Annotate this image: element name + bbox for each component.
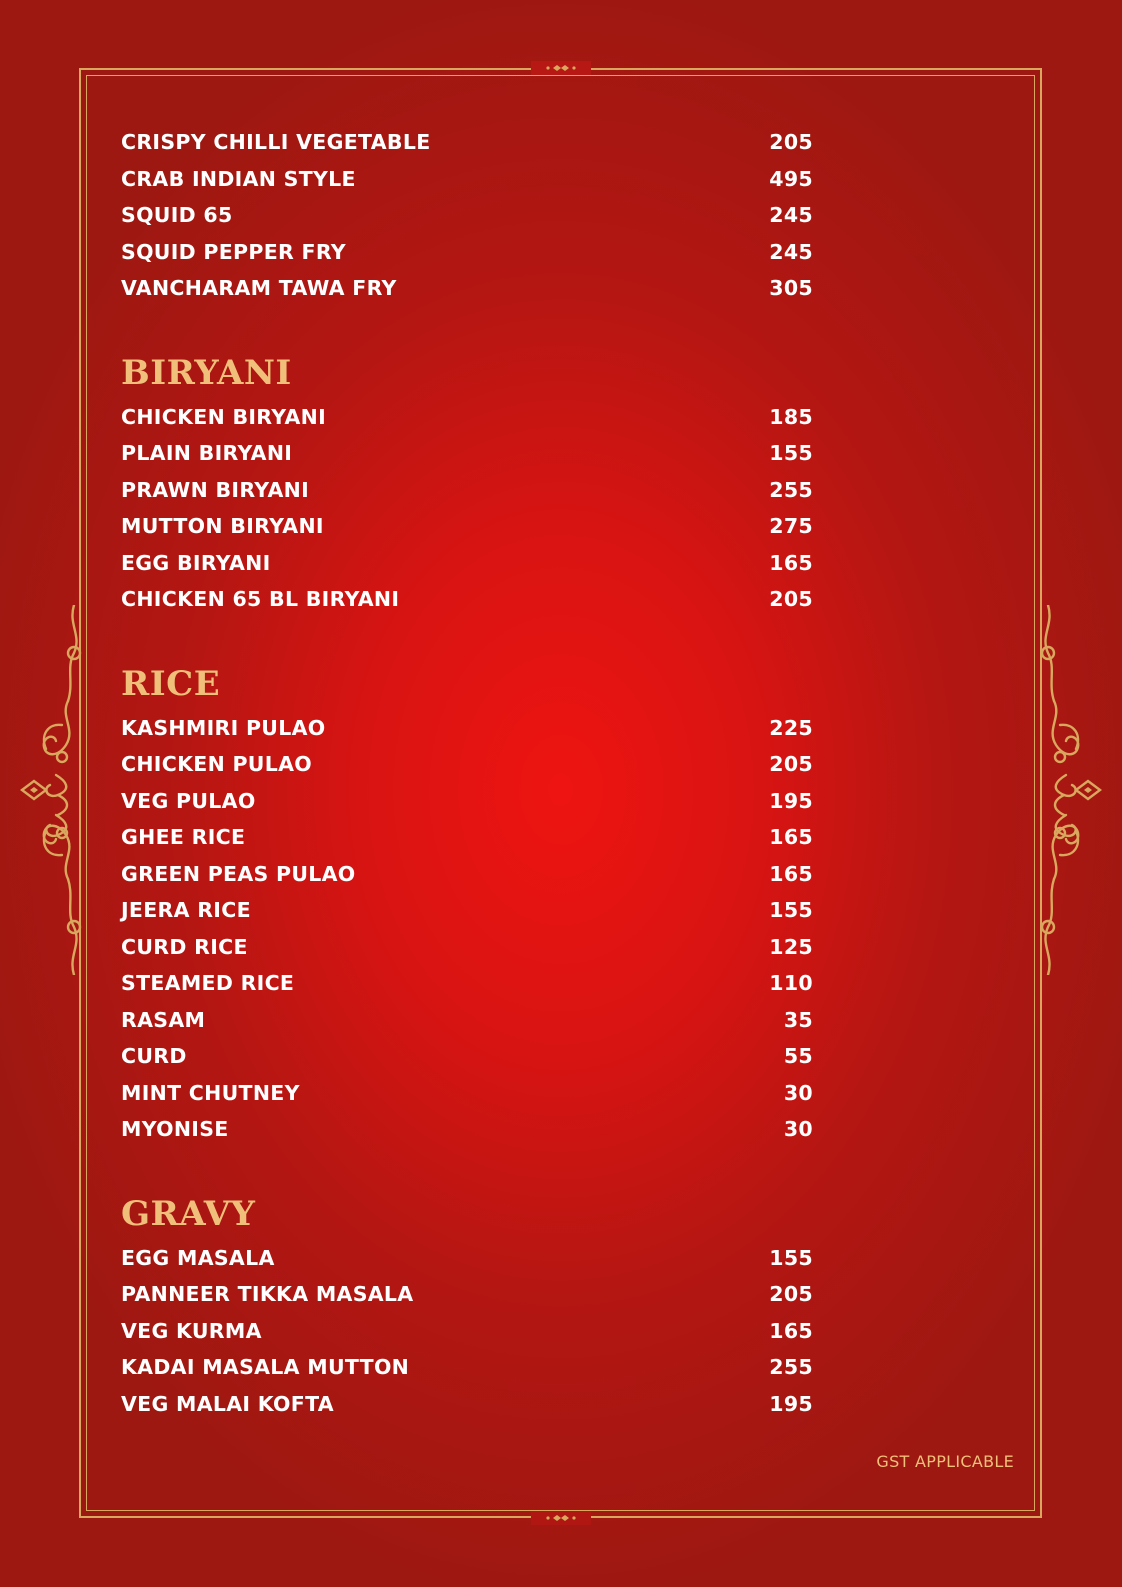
item-name: CRAB INDIAN STYLE <box>121 166 356 191</box>
item-name: VEG PULAO <box>121 788 256 813</box>
item-price: 165 <box>769 861 813 886</box>
menu-item <box>121 965 813 1002</box>
menu-item <box>121 399 813 436</box>
menu-item <box>121 746 813 783</box>
menu-item <box>121 1111 813 1148</box>
menu-item <box>121 197 813 234</box>
menu-item <box>121 1075 813 1112</box>
item-price: 125 <box>769 934 813 959</box>
menu-item <box>121 545 813 582</box>
item-price: 205 <box>769 130 813 155</box>
item-name: RASAM <box>121 1007 206 1032</box>
item-name: VEG MALAI KOFTA <box>121 1391 334 1416</box>
menu-section-biryani <box>121 351 813 618</box>
item-price: 245 <box>769 239 813 264</box>
menu-item <box>121 581 813 618</box>
item-price: 110 <box>769 971 813 996</box>
item-name: GHEE RICE <box>121 825 246 850</box>
item-price: 205 <box>769 1282 813 1307</box>
menu-item <box>121 1276 813 1313</box>
item-name: PLAIN BIRYANI <box>121 441 293 466</box>
item-name: MINT CHUTNEY <box>121 1080 300 1105</box>
item-price: 55 <box>783 1044 813 1069</box>
section-title: BIRYANI <box>121 352 292 393</box>
item-name: PANNEER TIKKA MASALA <box>121 1282 414 1307</box>
item-name: CURD <box>121 1044 187 1069</box>
menu-item <box>121 856 813 893</box>
menu-item <box>121 892 813 929</box>
item-name: CHICKEN PULAO <box>121 752 312 777</box>
diamond-ornament-icon <box>531 61 591 75</box>
item-price: 165 <box>769 550 813 575</box>
menu-item <box>121 1240 813 1277</box>
item-price: 205 <box>769 752 813 777</box>
diamond-ornament-icon <box>531 1511 591 1525</box>
menu-item <box>121 435 813 472</box>
gst-note: GST APPLICABLE <box>876 1452 1014 1471</box>
menu-item <box>121 472 813 509</box>
item-name: KASHMIRI PULAO <box>121 715 326 740</box>
item-price: 225 <box>769 715 813 740</box>
section-title: RICE <box>121 663 221 704</box>
item-price: 30 <box>783 1117 813 1142</box>
item-price: 165 <box>769 1318 813 1343</box>
item-price: 255 <box>769 1355 813 1380</box>
item-price: 205 <box>769 587 813 612</box>
item-price: 155 <box>769 898 813 923</box>
menu-item <box>121 161 813 198</box>
item-name: SQUID PEPPER FRY <box>121 239 346 264</box>
item-name: MUTTON BIRYANI <box>121 514 324 539</box>
item-name: VEG KURMA <box>121 1318 262 1343</box>
menu-list <box>121 124 813 1422</box>
item-price: 195 <box>769 788 813 813</box>
item-price: 35 <box>783 1007 813 1032</box>
item-name: CURD RICE <box>121 934 248 959</box>
item-price: 30 <box>783 1080 813 1105</box>
item-name: SQUID 65 <box>121 203 233 228</box>
menu-item <box>121 124 813 161</box>
item-price: 495 <box>769 166 813 191</box>
menu-section-rice <box>121 662 813 1148</box>
menu-item <box>121 270 813 307</box>
item-name: GREEN PEAS PULAO <box>121 861 356 886</box>
menu-item <box>121 1002 813 1039</box>
item-price: 275 <box>769 514 813 539</box>
menu-item <box>121 508 813 545</box>
menu-item <box>121 1313 813 1350</box>
item-name: VANCHARAM TAWA FRY <box>121 276 397 301</box>
item-name: EGG MASALA <box>121 1245 275 1270</box>
menu-item <box>121 783 813 820</box>
item-price: 305 <box>769 276 813 301</box>
section-title: GRAVY <box>121 1193 256 1234</box>
menu-item <box>121 1038 813 1075</box>
item-name: EGG BIRYANI <box>121 550 271 575</box>
flourish-ornament-icon <box>1026 605 1106 975</box>
menu-item <box>121 1386 813 1423</box>
item-price: 165 <box>769 825 813 850</box>
item-price: 195 <box>769 1391 813 1416</box>
menu-section-starters <box>121 124 813 307</box>
item-name: CHICKEN 65 BL BIRYANI <box>121 587 400 612</box>
menu-item <box>121 710 813 747</box>
item-price: 155 <box>769 1245 813 1270</box>
item-name: CHICKEN BIRYANI <box>121 404 327 429</box>
item-price: 185 <box>769 404 813 429</box>
item-name: JEERA RICE <box>121 898 251 923</box>
item-name: PRAWN BIRYANI <box>121 477 310 502</box>
item-name: MYONISE <box>121 1117 229 1142</box>
menu-section-gravy <box>121 1192 813 1423</box>
item-name: KADAI MASALA MUTTON <box>121 1355 410 1380</box>
menu-item <box>121 234 813 271</box>
item-name: STEAMED RICE <box>121 971 295 996</box>
item-price: 245 <box>769 203 813 228</box>
item-name: CRISPY CHILLI VEGETABLE <box>121 130 431 155</box>
menu-item <box>121 819 813 856</box>
flourish-ornament-icon <box>16 605 96 975</box>
menu-item <box>121 1349 813 1386</box>
menu-item <box>121 929 813 966</box>
item-price: 155 <box>769 441 813 466</box>
item-price: 255 <box>769 477 813 502</box>
